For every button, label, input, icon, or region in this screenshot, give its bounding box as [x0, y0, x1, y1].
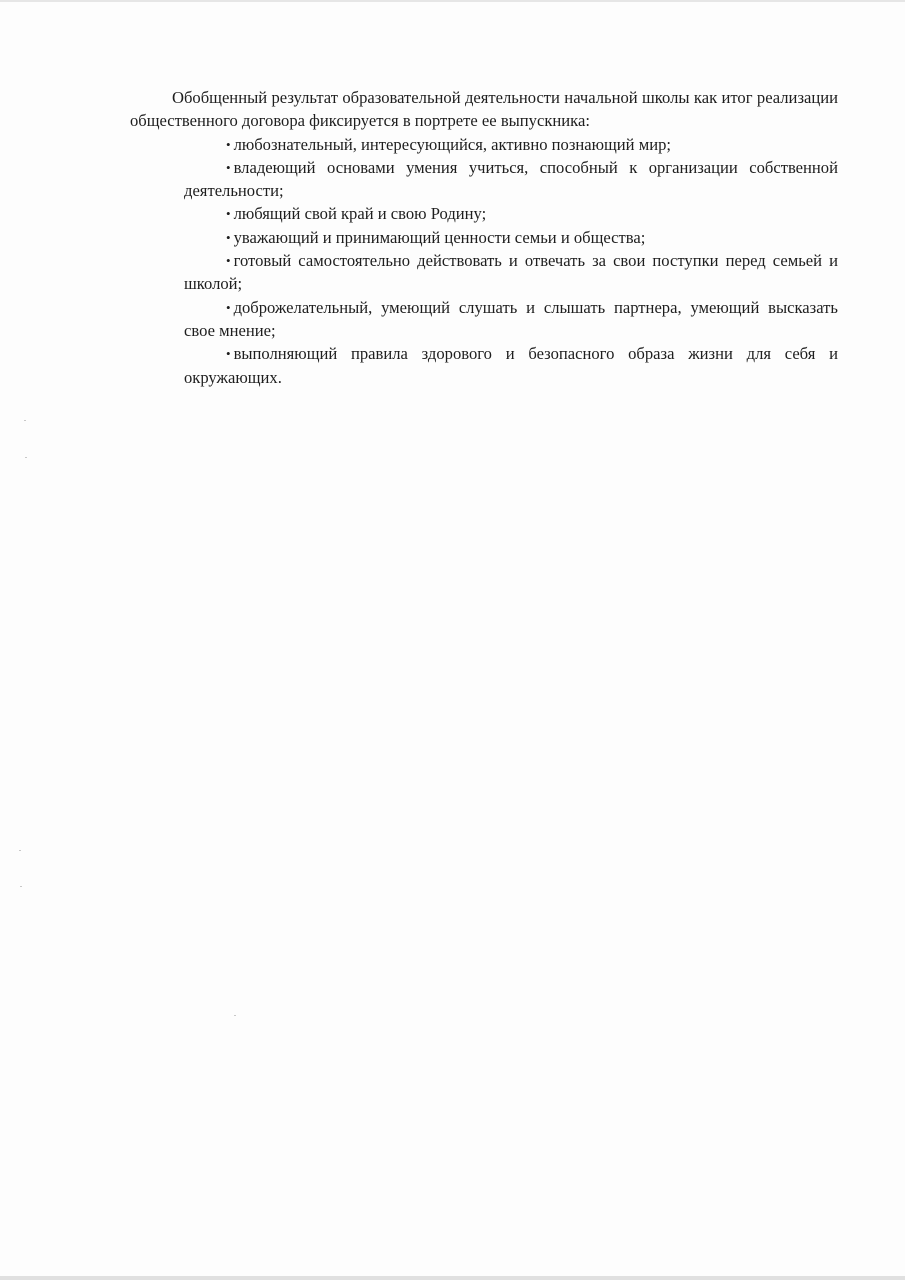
list-item: [130, 342, 838, 389]
list-item: [130, 296, 838, 343]
list-item: [130, 226, 838, 249]
list-item-text: любознательный, интересующийся, активно познающий мир;: [233, 134, 671, 154]
intro-paragraph: Обобщенный результат образовательной деятельности начальной школы как итог реализации общественного договора фиксируется в портрете ее выпускника:: [130, 88, 838, 131]
list-item-text: любящий свой край и свою Родину;: [233, 204, 487, 224]
graduate-portrait-list: [130, 133, 838, 389]
scan-edge-bottom: [0, 1276, 905, 1280]
bullet-icon: •: [226, 253, 231, 269]
bullet-icon: •: [226, 229, 231, 245]
list-item: [130, 249, 838, 296]
scan-speck: [19, 850, 21, 851]
list-item: [130, 156, 838, 203]
bullet-icon: •: [226, 346, 231, 362]
list-item: [130, 133, 838, 156]
bullet-icon: •: [226, 206, 231, 222]
bullet-icon: •: [226, 159, 231, 175]
scan-speck: [234, 1015, 236, 1016]
scan-edge-top: [0, 0, 905, 2]
bullet-icon: •: [226, 299, 231, 315]
document-body: [130, 86, 838, 389]
list-item-text: владеющий основами умения учиться, способный к организации собственной деятельности;: [184, 157, 838, 201]
scan-speck: [24, 420, 26, 421]
scan-speck: [20, 886, 22, 887]
list-item-text: доброжелательный, умеющий слушать и слышать партнера, умеющий высказать свое мнение;: [184, 297, 838, 340]
list-item: [130, 202, 838, 225]
list-item-text: уважающий и принимающий ценности семьи и общества;: [233, 227, 646, 247]
bullet-icon: •: [226, 136, 231, 152]
list-item-text: выполняющий правила здорового и безопасного образа жизни для себя и окружающих.: [184, 344, 838, 387]
list-item-text: готовый самостоятельно действовать и отвечать за свои поступки перед семьей и школой;: [184, 251, 838, 294]
scan-speck: [25, 457, 27, 458]
